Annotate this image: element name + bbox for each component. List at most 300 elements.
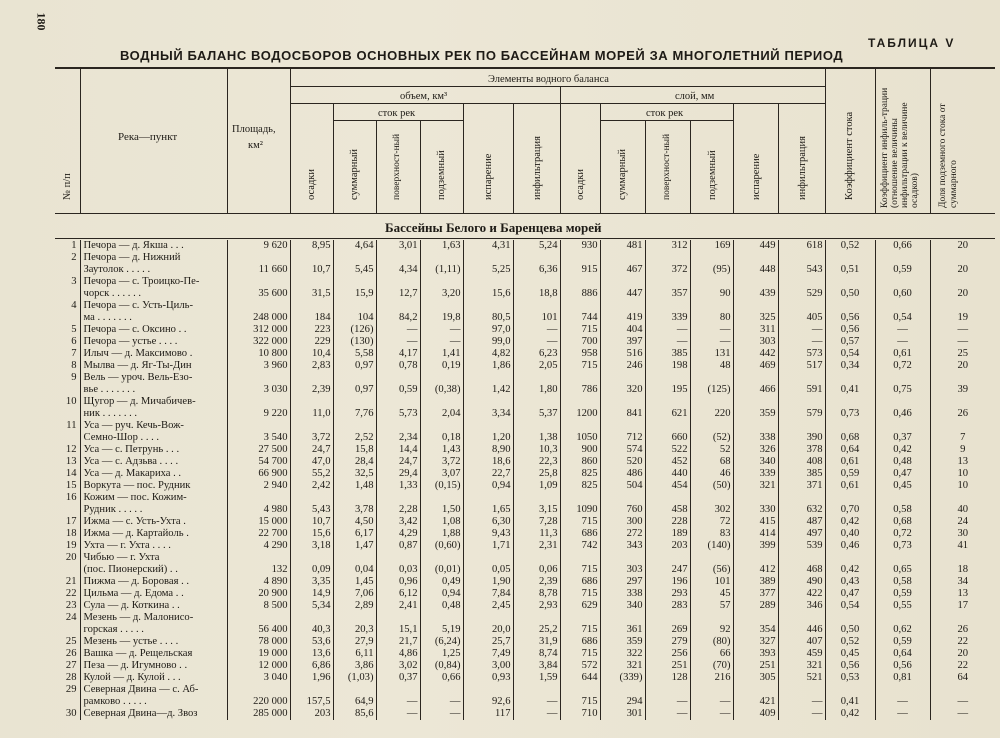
row-number: 23 [65, 600, 77, 611]
underground-share-value: 10 [930, 468, 995, 480]
area-value [227, 372, 290, 384]
layer-value: 300 [600, 516, 645, 528]
volume-value [420, 372, 463, 384]
river-point: Уса — руч. Кечь-Вож- [80, 420, 227, 432]
underground-share-value: 41 [930, 540, 995, 552]
layer-value: — [690, 324, 733, 336]
layer-value: 886 [560, 288, 600, 300]
area-value [227, 276, 290, 288]
volume-value: 6,36 [513, 264, 560, 276]
runoff-coefficient-value: 0,73 [825, 408, 875, 420]
river-point: Сула — д. Коткина . . [80, 600, 227, 612]
layer-value: 440 [645, 468, 690, 480]
volume-value [420, 612, 463, 624]
runoff-coefficient-value: 0,41 [825, 384, 875, 396]
runoff-coefficient-value: 0,46 [825, 540, 875, 552]
layer-value [600, 684, 645, 696]
volume-value [463, 396, 513, 408]
layer-value [560, 300, 600, 312]
table-row [55, 240, 995, 252]
volume-value: (0,15) [420, 480, 463, 492]
layer-value [690, 276, 733, 288]
volume-value: 3,20 [420, 288, 463, 300]
infiltration-coefficient-value [875, 492, 930, 504]
layer-value: 269 [645, 624, 690, 636]
volume-value: (130) [333, 336, 376, 348]
runoff-coefficient-value: 0,59 [825, 468, 875, 480]
runoff-coefficient-value: 0,64 [825, 444, 875, 456]
volume-value [513, 552, 560, 564]
table-row [55, 264, 995, 276]
runoff-coefficient-value [825, 492, 875, 504]
volume-value: 5,25 [463, 264, 513, 276]
header-elements: Элементы водного баланса [488, 74, 609, 85]
volume-value [376, 300, 420, 312]
underground-share-value: 25 [930, 348, 995, 360]
layer-value: 644 [560, 672, 600, 684]
river-point: Цильма — д. Едома . . [80, 588, 227, 600]
runoff-coefficient-value [825, 372, 875, 384]
row-number: 24 [65, 612, 77, 623]
layer-value [645, 276, 690, 288]
layer-value: (70) [690, 660, 733, 672]
layer-value: 458 [645, 504, 690, 516]
layer-value: 1090 [560, 504, 600, 516]
layer-value: (339) [600, 672, 645, 684]
layer-value: 572 [560, 660, 600, 672]
header-layer: слой, мм [675, 91, 715, 102]
layer-value [560, 612, 600, 624]
row-number [55, 564, 80, 576]
layer-value: 715 [560, 516, 600, 528]
volume-value: 1,86 [463, 360, 513, 372]
area-value: 9 620 [227, 240, 290, 252]
layer-value: 220 [690, 408, 733, 420]
layer-value: 377 [733, 588, 778, 600]
runoff-coefficient-value [825, 300, 875, 312]
volume-value [290, 372, 333, 384]
volume-value [513, 372, 560, 384]
row-number [55, 504, 80, 516]
underground-share-value: — [930, 324, 995, 336]
volume-value: 31,5 [290, 288, 333, 300]
area-value [227, 300, 290, 312]
layer-value: 422 [778, 588, 825, 600]
volume-value: 99,0 [463, 336, 513, 348]
volume-value [290, 492, 333, 504]
river-point: Пеза — д. Игумново . . [80, 660, 227, 672]
table-row [55, 348, 995, 360]
layer-value: 1200 [560, 408, 600, 420]
volume-value: 15,9 [333, 288, 376, 300]
layer-value [778, 612, 825, 624]
underground-share-value: 9 [930, 444, 995, 456]
volume-value [376, 552, 420, 564]
header-underground-volume: подземный [436, 150, 447, 200]
layer-value: 216 [690, 672, 733, 684]
volume-value: 0,66 [420, 672, 463, 684]
layer-value: 320 [600, 384, 645, 396]
layer-value: 327 [733, 636, 778, 648]
volume-value: 3,72 [290, 432, 333, 444]
volume-value: 2,93 [513, 600, 560, 612]
area-value [227, 684, 290, 696]
volume-value: 1,63 [420, 240, 463, 252]
layer-value: 449 [733, 240, 778, 252]
river-point: Северная Двина—д. Звоз [80, 708, 227, 720]
table-row [55, 708, 995, 720]
row-number: 12 [65, 444, 77, 455]
volume-value: 2,39 [290, 384, 333, 396]
area-value [227, 396, 290, 408]
layer-value: 786 [560, 384, 600, 396]
volume-value: 15,6 [290, 528, 333, 540]
layer-value [600, 420, 645, 432]
table-row [55, 420, 995, 432]
layer-value: 338 [733, 432, 778, 444]
volume-value: 4,86 [376, 648, 420, 660]
layer-value: 446 [778, 624, 825, 636]
infiltration-coefficient-value: 0,55 [875, 600, 930, 612]
area-value [227, 252, 290, 264]
volume-value: 1,20 [463, 432, 513, 444]
volume-value: 11,3 [513, 528, 560, 540]
runoff-coefficient-value: 0,54 [825, 600, 875, 612]
river-point: Печора — д. Нижний [80, 252, 227, 264]
layer-value: — [690, 336, 733, 348]
layer-value [733, 420, 778, 432]
infiltration-coefficient-value: — [875, 336, 930, 348]
layer-value [645, 552, 690, 564]
layer-value: 486 [600, 468, 645, 480]
row-number: 15 [65, 480, 77, 491]
layer-value: 339 [733, 468, 778, 480]
layer-value: 325 [733, 312, 778, 324]
table-row [55, 288, 995, 300]
infiltration-coefficient-value: 0,48 [875, 456, 930, 468]
volume-value [290, 396, 333, 408]
infiltration-coefficient-value: 0,47 [875, 468, 930, 480]
volume-value: 14,4 [376, 444, 420, 456]
table-row [55, 312, 995, 324]
layer-value: 520 [600, 456, 645, 468]
volume-value: 4,29 [376, 528, 420, 540]
header-surface-volume: поверхност-ный [392, 133, 402, 200]
volume-value: 8,95 [290, 240, 333, 252]
volume-value: 3,84 [513, 660, 560, 672]
layer-value: (80) [690, 636, 733, 648]
runoff-coefficient-value: 0,45 [825, 648, 875, 660]
volume-value [333, 552, 376, 564]
layer-value: 517 [778, 360, 825, 372]
layer-value [690, 372, 733, 384]
volume-value: 7,06 [333, 588, 376, 600]
layer-value: 399 [733, 540, 778, 552]
underground-share-value [930, 300, 995, 312]
runoff-coefficient-value: 0,52 [825, 636, 875, 648]
river-point: Северная Двина — с. Аб- [80, 684, 227, 696]
river-point: (пос. Пионерский) . . [80, 564, 227, 576]
layer-value: 760 [600, 504, 645, 516]
infiltration-coefficient-value [875, 300, 930, 312]
row-number: 22 [65, 588, 77, 599]
layer-value: (56) [690, 564, 733, 576]
layer-value: 198 [645, 360, 690, 372]
underground-share-value [930, 684, 995, 696]
volume-value: 229 [290, 336, 333, 348]
area-value: 3 040 [227, 672, 290, 684]
layer-value: (52) [690, 432, 733, 444]
underground-share-value: 13 [930, 456, 995, 468]
volume-value: 14,9 [290, 588, 333, 600]
underground-share-value: 10 [930, 480, 995, 492]
layer-value: 621 [645, 408, 690, 420]
volume-value: 0,87 [376, 540, 420, 552]
volume-value: 4,50 [333, 516, 376, 528]
volume-value: 5,37 [513, 408, 560, 420]
layer-value: 490 [778, 576, 825, 588]
layer-value: 742 [560, 540, 600, 552]
layer-value: 338 [600, 588, 645, 600]
river-point: Ижма — с. Усть-Ухта . [80, 516, 227, 528]
volume-value: 8,74 [513, 648, 560, 660]
area-value: 322 000 [227, 336, 290, 348]
river-point: Илыч — д. Максимово . [80, 348, 227, 360]
river-point: Печора — с. Троицко-Пе- [80, 276, 227, 288]
layer-value: 744 [560, 312, 600, 324]
row-number: 8 [71, 360, 77, 371]
table-row [55, 564, 995, 576]
runoff-coefficient-value: 0,42 [825, 708, 875, 720]
layer-value [645, 252, 690, 264]
layer-value: 712 [600, 432, 645, 444]
volume-value [376, 396, 420, 408]
row-number: 3 [71, 276, 77, 287]
row-number: 29 [65, 684, 77, 695]
header-volume: объем, км³ [400, 91, 448, 102]
layer-value [778, 684, 825, 696]
layer-value: 618 [778, 240, 825, 252]
river-point: ма . . . . . . . [80, 312, 227, 324]
volume-value: 3,07 [420, 468, 463, 480]
table-row [55, 252, 995, 264]
volume-value: — [513, 696, 560, 708]
layer-value: 92 [690, 624, 733, 636]
volume-value: 101 [513, 312, 560, 324]
underground-share-value: — [930, 336, 995, 348]
volume-value: 11,0 [290, 408, 333, 420]
layer-value: — [778, 324, 825, 336]
runoff-coefficient-value [825, 552, 875, 564]
volume-value [420, 420, 463, 432]
layer-value: 516 [600, 348, 645, 360]
volume-value: 1,42 [463, 384, 513, 396]
underground-share-value: 13 [930, 588, 995, 600]
river-point: Мезень — устье . . . . [80, 636, 227, 648]
volume-value: 6,30 [463, 516, 513, 528]
layer-value [733, 396, 778, 408]
header-infil-layer: инфильтрация [797, 136, 808, 200]
area-value: 312 000 [227, 324, 290, 336]
table-row [55, 324, 995, 336]
area-value: 4 290 [227, 540, 290, 552]
layer-value [690, 492, 733, 504]
volume-value [333, 684, 376, 696]
layer-value: 529 [778, 288, 825, 300]
infiltration-coefficient-value [875, 372, 930, 384]
runoff-coefficient-value: 0,57 [825, 336, 875, 348]
area-value: 132 [227, 564, 290, 576]
layer-value: 330 [733, 504, 778, 516]
layer-value [645, 612, 690, 624]
runoff-coefficient-value: 0,41 [825, 696, 875, 708]
table-row [55, 660, 995, 672]
layer-value: 487 [778, 516, 825, 528]
layer-value: 195 [645, 384, 690, 396]
layer-value: 573 [778, 348, 825, 360]
volume-value [376, 420, 420, 432]
layer-value: 228 [645, 516, 690, 528]
layer-value: 825 [560, 468, 600, 480]
layer-value: 256 [645, 648, 690, 660]
layer-value: 83 [690, 528, 733, 540]
volume-value [463, 300, 513, 312]
volume-value: 3,15 [513, 504, 560, 516]
table-row [55, 540, 995, 552]
row-number [55, 696, 80, 708]
layer-value: 700 [560, 336, 600, 348]
layer-value: 419 [600, 312, 645, 324]
layer-value: 393 [733, 648, 778, 660]
volume-value: 1,48 [333, 480, 376, 492]
layer-value [733, 300, 778, 312]
layer-value: 385 [645, 348, 690, 360]
volume-value: 22,3 [513, 456, 560, 468]
river-point: Печора — с. Оксино . . [80, 324, 227, 336]
volume-value: 5,24 [513, 240, 560, 252]
river-point: горская . . . . . [80, 624, 227, 636]
layer-value [645, 396, 690, 408]
layer-value [600, 492, 645, 504]
layer-value: 408 [778, 456, 825, 468]
runoff-coefficient-value: 0,47 [825, 588, 875, 600]
layer-value: 439 [733, 288, 778, 300]
layer-value: 497 [778, 528, 825, 540]
volume-value: 53,6 [290, 636, 333, 648]
volume-value: 2,45 [463, 600, 513, 612]
volume-value: 20,3 [333, 624, 376, 636]
layer-value: 841 [600, 408, 645, 420]
underground-share-value: 17 [930, 600, 995, 612]
volume-value: 1,43 [420, 444, 463, 456]
layer-value: — [690, 708, 733, 720]
layer-value [778, 420, 825, 432]
underground-share-value: 22 [930, 660, 995, 672]
volume-value: 10,7 [290, 264, 333, 276]
layer-value [560, 684, 600, 696]
volume-value [290, 252, 333, 264]
volume-value: 0,94 [420, 588, 463, 600]
infiltration-coefficient-value: 0,68 [875, 516, 930, 528]
layer-value [733, 372, 778, 384]
runoff-coefficient-value: 0,61 [825, 456, 875, 468]
layer-value [600, 372, 645, 384]
header-runoff-coefficient: Коэффициент стока [844, 111, 855, 200]
row-number: 25 [65, 636, 77, 647]
runoff-coefficient-value [825, 276, 875, 288]
area-value: 8 500 [227, 600, 290, 612]
header-surface-layer: поверхност-ный [662, 133, 672, 200]
volume-value [513, 420, 560, 432]
layer-value [690, 420, 733, 432]
volume-value [333, 396, 376, 408]
layer-value: — [645, 336, 690, 348]
volume-value [376, 252, 420, 264]
underground-share-value: 26 [930, 408, 995, 420]
volume-value: 223 [290, 324, 333, 336]
infiltration-coefficient-value: 0,58 [875, 576, 930, 588]
volume-value: 12,7 [376, 288, 420, 300]
table-row [55, 468, 995, 480]
layer-value: 591 [778, 384, 825, 396]
layer-value: 715 [560, 588, 600, 600]
volume-value: 19,8 [420, 312, 463, 324]
header-num: № п/п [62, 173, 73, 200]
volume-value: — [513, 336, 560, 348]
volume-value: (0,38) [420, 384, 463, 396]
volume-value: 18,6 [463, 456, 513, 468]
layer-value [560, 276, 600, 288]
layer-value [778, 552, 825, 564]
layer-value: 415 [733, 516, 778, 528]
underground-share-value [930, 276, 995, 288]
layer-value: 48 [690, 360, 733, 372]
layer-value: 340 [600, 600, 645, 612]
layer-value: 686 [560, 576, 600, 588]
volume-value: 157,5 [290, 696, 333, 708]
layer-value [778, 276, 825, 288]
volume-value: 1,09 [513, 480, 560, 492]
infiltration-coefficient-value: — [875, 324, 930, 336]
volume-value: 1,50 [420, 504, 463, 516]
infiltration-coefficient-value: 0,73 [875, 540, 930, 552]
layer-value: 710 [560, 708, 600, 720]
volume-value: 0,49 [420, 576, 463, 588]
volume-value: 1,80 [513, 384, 560, 396]
row-number: 17 [65, 516, 77, 527]
river-point: Вашка — д. Рещельская [80, 648, 227, 660]
volume-value: 3,02 [376, 660, 420, 672]
row-number: 10 [65, 396, 77, 407]
layer-value [560, 396, 600, 408]
volume-value: 184 [290, 312, 333, 324]
layer-value [600, 552, 645, 564]
layer-value: 454 [645, 480, 690, 492]
river-point: Ижма — д. Картайоль . [80, 528, 227, 540]
header-underground-layer: подземный [707, 150, 718, 200]
volume-value: 32,5 [333, 468, 376, 480]
table-row [55, 360, 995, 372]
volume-value: 80,5 [463, 312, 513, 324]
volume-value: 10,3 [513, 444, 560, 456]
volume-value: 5,58 [333, 348, 376, 360]
runoff-coefficient-value: 0,42 [825, 516, 875, 528]
table-row [55, 480, 995, 492]
infiltration-coefficient-value: 0,59 [875, 588, 930, 600]
area-value: 56 400 [227, 624, 290, 636]
volume-value: 22,7 [463, 468, 513, 480]
row-number [55, 288, 80, 300]
